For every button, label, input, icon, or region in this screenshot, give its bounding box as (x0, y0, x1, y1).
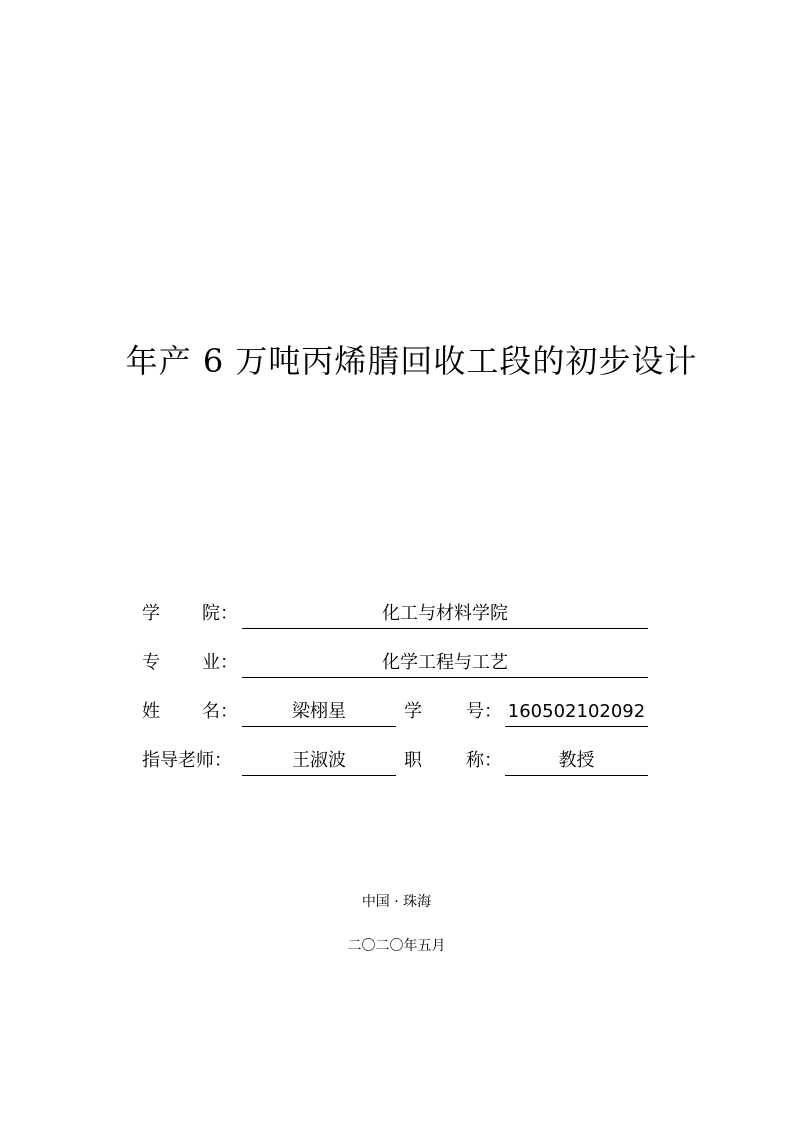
date-text: 二〇二〇年五月 (347, 938, 446, 954)
rank-label-char-1: 职 (404, 750, 422, 771)
thesis-title: 年产 6 万吨丙烯腈回收工段的初步设计 (125, 342, 698, 380)
advisor-row (0, 747, 793, 787)
advisor-field: 王淑波 (242, 747, 396, 776)
name-label-char-2: 名： (202, 701, 238, 722)
major-field: 化学工程与工艺 (242, 649, 648, 678)
location-text: 中国 · 珠海 (361, 894, 432, 910)
major-row (0, 649, 793, 689)
college-label-char-2: 院： (202, 603, 238, 624)
major-label-char-1: 专 (142, 652, 160, 673)
student-id-label-char-1: 学 (404, 701, 422, 722)
name-row (0, 698, 793, 738)
student-id-label-char-2: 号： (466, 701, 502, 722)
student-id-field: 160502102092 (505, 698, 648, 727)
name-field: 梁栩星 (242, 698, 396, 727)
advisor-label: 指导老师： (142, 750, 232, 771)
rank-field: 教授 (505, 747, 648, 776)
name-label-char-1: 姓 (142, 701, 160, 722)
college-row (0, 600, 793, 640)
college-label-char-1: 学 (142, 603, 160, 624)
rank-label-char-2: 称： (466, 750, 502, 771)
college-field: 化工与材料学院 (242, 600, 648, 629)
major-label-char-2: 业： (202, 652, 238, 673)
